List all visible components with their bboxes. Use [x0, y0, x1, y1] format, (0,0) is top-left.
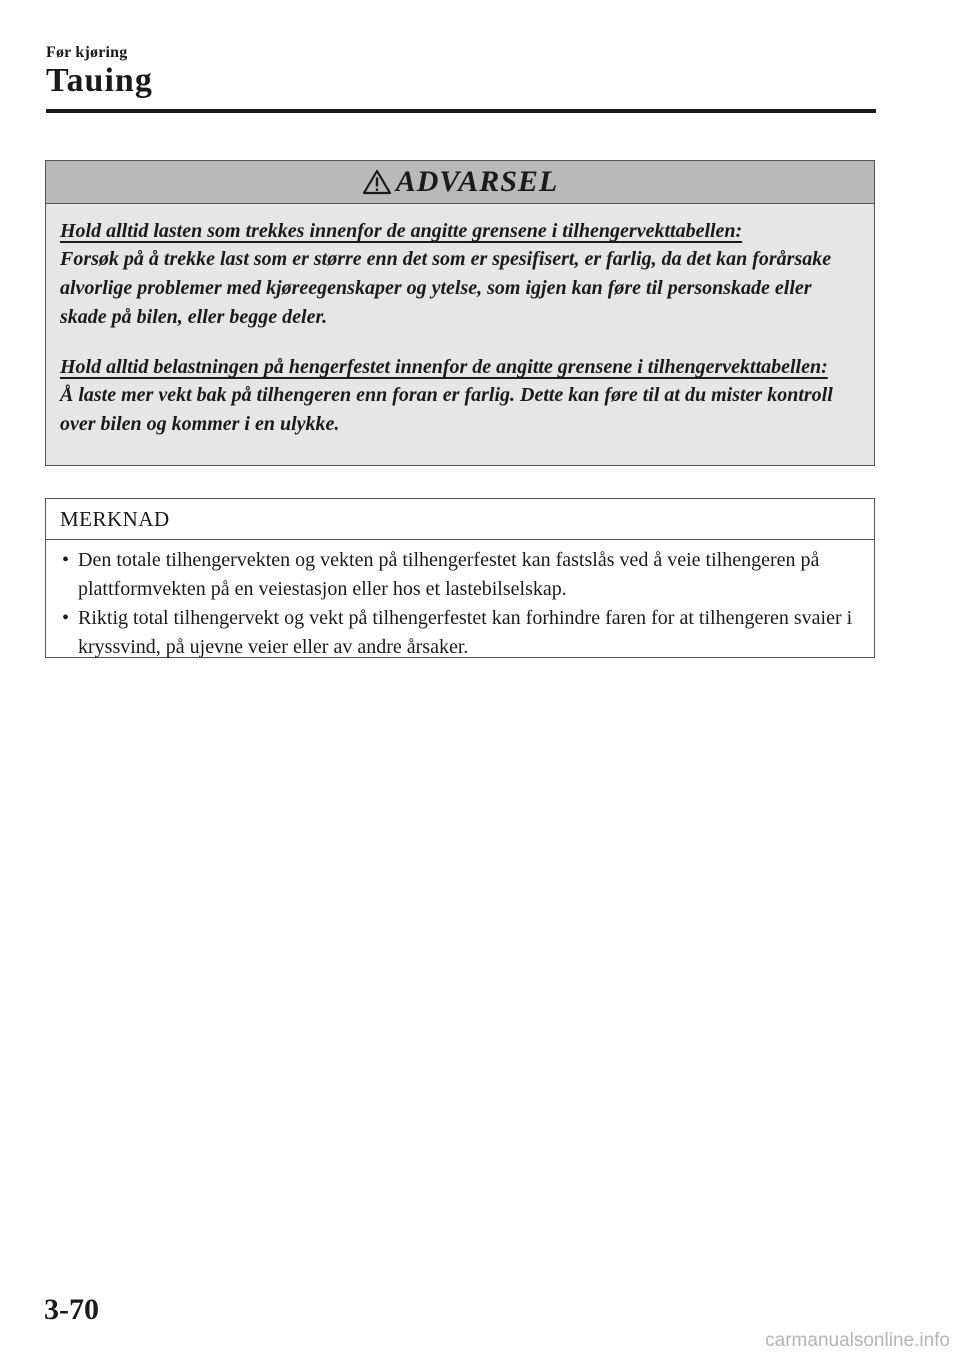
note-header [46, 499, 874, 540]
warning-heading: Hold alltid lasten som trekkes innenfor de angitte grensene i tilhengervekttabellen: [60, 220, 743, 242]
warning-block [60, 218, 860, 332]
warning-triangle-icon [362, 169, 392, 195]
note-list [46, 540, 874, 662]
page-number: 3-70 [44, 1293, 99, 1326]
warning-title: ADVARSEL [395, 165, 559, 198]
note-box [45, 498, 875, 658]
note-title: MERKNAD [60, 506, 170, 531]
watermark: carmanualsonline.info [765, 1330, 950, 1351]
title-rule [46, 109, 876, 113]
page-title: Tauing [46, 62, 153, 99]
note-item-text: Den totale tilhengervekten og vekten på tilhengerfestet kan fastslås ved å veie tilhengeren på plattformvekten på en veiestasjon eller hos et lastebilselskap. [78, 549, 820, 600]
warning-header [46, 161, 874, 204]
note-item [62, 546, 860, 604]
bullet-icon: • [62, 607, 70, 629]
note-item-text: Riktig total tilhengervekt og vekt på tilhengerfestet kan forhindre faren for at tilhengeren svaier i kryssvind, på ujevne veier eller av andre årsaker. [78, 607, 853, 658]
note-item [62, 604, 860, 662]
warning-text: Forsøk på å trekke last som er større enn det som er spesifisert, er farlig, da det kan forårsake alvorlige problemer med kjøreegenskaper og ytelse, som igjen kan føre til personskade eller skade på bilen, eller begge deler. [60, 248, 832, 328]
warning-text: Å laste mer vekt bak på tilhengeren enn foran er farlig. Dette kan føre til at du mister kontroll over bilen og kommer i en ulykke. [60, 384, 833, 435]
warning-box [45, 160, 875, 466]
section-label: Før kjøring [46, 44, 128, 61]
warning-heading: Hold alltid belastningen på hengerfestet innenfor de angitte grensene i tilhengervekttabellen: [60, 356, 828, 378]
bullet-icon: • [62, 549, 70, 571]
warning-body [46, 204, 874, 439]
warning-block [60, 354, 860, 439]
